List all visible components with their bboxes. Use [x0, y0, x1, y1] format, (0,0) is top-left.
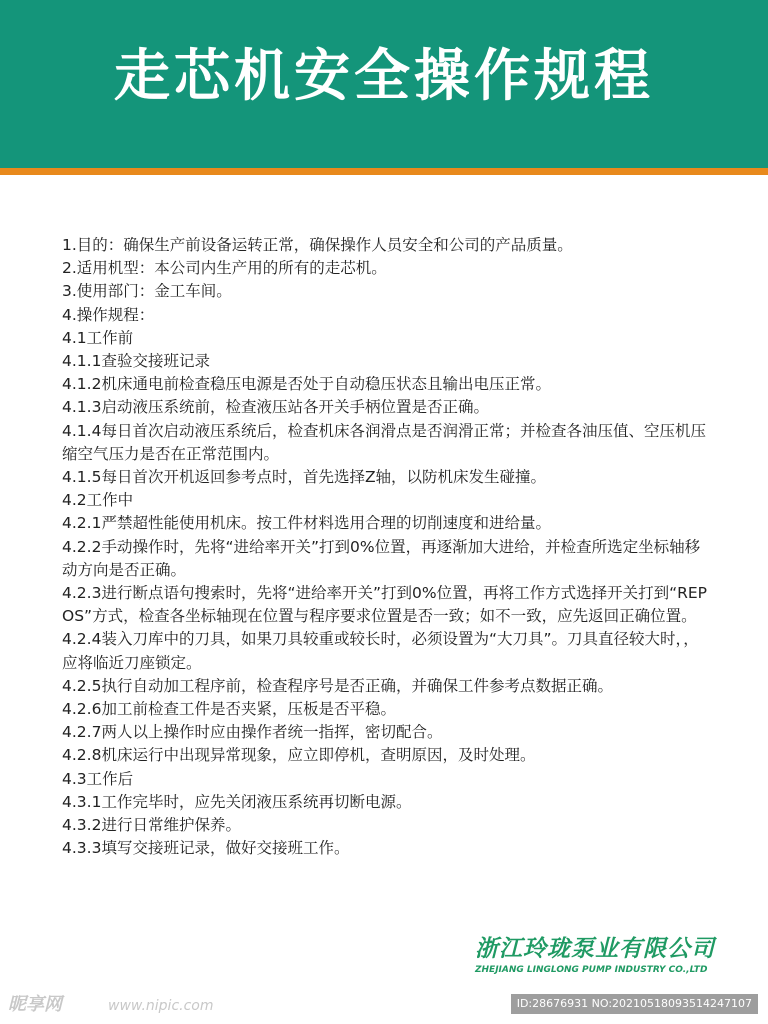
regulation-line: 4.2.3进行断点语句搜索时，先将“进给率开关”打到0%位置，再将工作方式选择开关打到“REPOS”方式，检查各坐标轴现在位置与程序要求位置是否一致；如不一致，应先返回正确位置。: [62, 584, 708, 626]
company-signature: [475, 934, 715, 976]
regulation-line: 4.1工作前: [62, 328, 134, 347]
regulation-line: 1.目的：确保生产前设备运转正常，确保操作人员安全和公司的产品质量。: [62, 236, 573, 254]
regulation-line: 4.2.1严禁超性能使用机床。按工件材料选用合理的切削速度和进给量。: [62, 514, 551, 533]
regulation-line: 4.3.1工作完毕时，应先关闭液压系统再切断电源。: [62, 792, 412, 811]
page-title: 走芯机安全操作规程: [114, 44, 654, 109]
regulation-line: 3.使用部门：金工车间。: [62, 282, 232, 301]
image-id-label: ID:28676931 NO:20210518093514247107: [511, 994, 758, 1014]
regulation-line: 4.1.4每日首次启动液压系统后，检查机床各润滑点是否润滑正常；并检查各油压值、空压机压缩空气压力是否在正常范围内。: [62, 421, 706, 463]
regulation-body: [62, 234, 712, 860]
regulation-line: 4.3.2进行日常维护保养。: [62, 816, 241, 835]
regulation-line: 4.1.5每日首次开机返回参考点时，首先选择Z轴，以防机床发生碰撞。: [62, 468, 547, 487]
regulation-line: 4.3工作后: [62, 769, 134, 788]
regulation-line: 2.适用机型：本公司内生产用的所有的走芯机。: [62, 259, 387, 278]
regulation-line: 4.2.4装入刀库中的刀具，如果刀具较重或较长时，必须设置为“大刀具”。刀具直径较大时，，应将临近刀座锁定。: [62, 630, 699, 672]
regulation-line: 4.2.8机床运行中出现异常现象，应立即停机，查明原因，及时处理。: [62, 746, 536, 765]
header-orange-stripe: [0, 168, 768, 175]
regulation-line: 4.2工作中: [62, 491, 134, 510]
watermark-url: www.nipic.com: [108, 998, 214, 1014]
regulation-line: 4.2.6加工前检查工件是否夹紧，压板是否平稳。: [62, 700, 396, 719]
regulation-line: 4.操作规程：: [62, 305, 155, 324]
watermark-logo: 昵享网: [8, 994, 62, 1015]
regulation-line: 4.1.2机床通电前检查稳压电源是否处于自动稳压状态且输出电压正常。: [62, 375, 551, 394]
regulation-line: 4.3.3填写交接班记录，做好交接班工作。: [62, 839, 350, 858]
regulation-line: 4.1.1查验交接班记录: [62, 352, 210, 371]
regulation-line: 4.2.7两人以上操作时应由操作者统一指挥，密切配合。: [62, 723, 443, 742]
regulation-line: 4.2.2手动操作时，先将“进给率开关”打到0%位置，再逐渐加大进给，并检查所选定坐标轴移动方向是否正确。: [62, 537, 701, 579]
regulation-line: 4.2.5执行自动加工程序前，检查程序号是否正确，并确保工件参考点数据正确。: [62, 676, 613, 695]
regulation-line: 4.1.3启动液压系统前，检查液压站各开关手柄位置是否正确。: [62, 398, 489, 417]
company-name-en: ZHEJIANG LINGLONG PUMP INDUSTRY CO.,LTD: [475, 965, 708, 975]
company-name-cn: 浙江玲珑泵业有限公司: [475, 935, 715, 962]
